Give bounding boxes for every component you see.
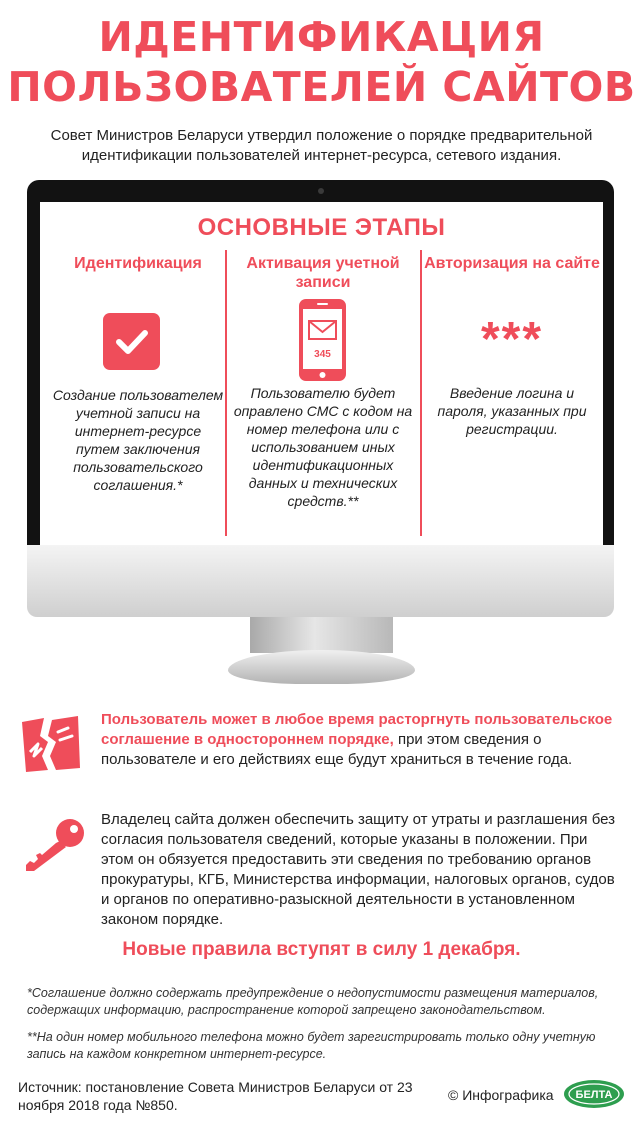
- monitor-stand-foot: [228, 650, 415, 684]
- stage-heading: Активация учетной записи: [246, 255, 400, 291]
- stage-identification: [52, 254, 224, 530]
- stages-title: ОСНОВНЫЕ ЭТАПЫ: [197, 214, 446, 241]
- belta-logo: [563, 1079, 625, 1109]
- stage-heading: Авторизация на сайте: [424, 255, 600, 272]
- termination-highlight: Пользователь может в любое время расторгнуть пользовательское соглашение в одностороннем порядке,: [101, 711, 613, 748]
- phone-code: 345: [314, 349, 331, 360]
- stage-description: Введение логина и пароля, указанных при регистрации.: [437, 385, 587, 437]
- deadline-text: Новые правила вступят в силу 1 декабря.: [122, 939, 521, 960]
- key-icon: [18, 815, 88, 875]
- page-title-line-1: ИДЕНТИФИКАЦИЯ: [98, 13, 545, 61]
- source-text: Источник: постановление Совета Министров Беларуси от 23 ноября 2018 года №850.: [18, 1079, 413, 1113]
- owner-obligations-text: Владелец сайта должен обеспечить защиту от утраты и разглашения без согласия пользователя сведений, которые указаны в положении. При этом он обязуется предоставить эти сведения по требованию органов прокуратуры, КГБ, Министерства информации, налоговых органов, судов и органов по оперативно-разыскной деятельности в установленном законом порядке.: [101, 811, 616, 928]
- column-divider-2: [420, 250, 422, 536]
- stage-heading: Идентификация: [74, 255, 202, 272]
- stage-description: Создание пользователем учетной записи на интернет-ресурсе путем заключения пользовательского соглашения.*: [52, 387, 224, 493]
- broken-document-icon: [18, 712, 82, 776]
- column-divider-1: [225, 250, 227, 536]
- stage-activation: [228, 254, 418, 530]
- stage-authorization: [424, 254, 600, 530]
- monitor-stand-neck: [250, 617, 393, 653]
- termination-text: при этом сведения о пользователе и его действиях еще будут храниться в течение года.: [101, 731, 573, 768]
- phone-sms-icon: [299, 299, 346, 381]
- intro-text: Совет Министров Беларуси утвердил положение о порядке предварительной идентификации пользователей интернет-ресурса, сетевого издания.: [50, 127, 593, 164]
- page-title-line-2: ПОЛЬЗОВАТЕЛЕЙ САЙТОВ: [7, 63, 636, 111]
- page-title: [0, 12, 643, 112]
- termination-info: [101, 710, 621, 770]
- stage-description: Пользователю будет оправлено СМС с кодом на номер телефона или с использованием иных идентификационных данных и технических средств.**: [233, 385, 413, 509]
- footnote-1: *Соглашение должно содержать предупреждение о недопустимости размещения материалов, содержащих информацию, распространение которой запрещено законодательством.: [27, 986, 599, 1017]
- monitor-chin: [27, 545, 614, 617]
- checkmark-icon: [103, 313, 160, 370]
- monitor-camera: [318, 188, 324, 194]
- footnote-2: **На один номер мобильного телефона можно будет зарегистрировать только одну учетную запись на каждом конкретном интернет-ресурсе.: [27, 1030, 596, 1061]
- password-asterisks: ***: [480, 313, 544, 366]
- infographic-credit: © Инфографика: [448, 1087, 554, 1103]
- belta-logo-text: БЕЛТА: [575, 1089, 613, 1101]
